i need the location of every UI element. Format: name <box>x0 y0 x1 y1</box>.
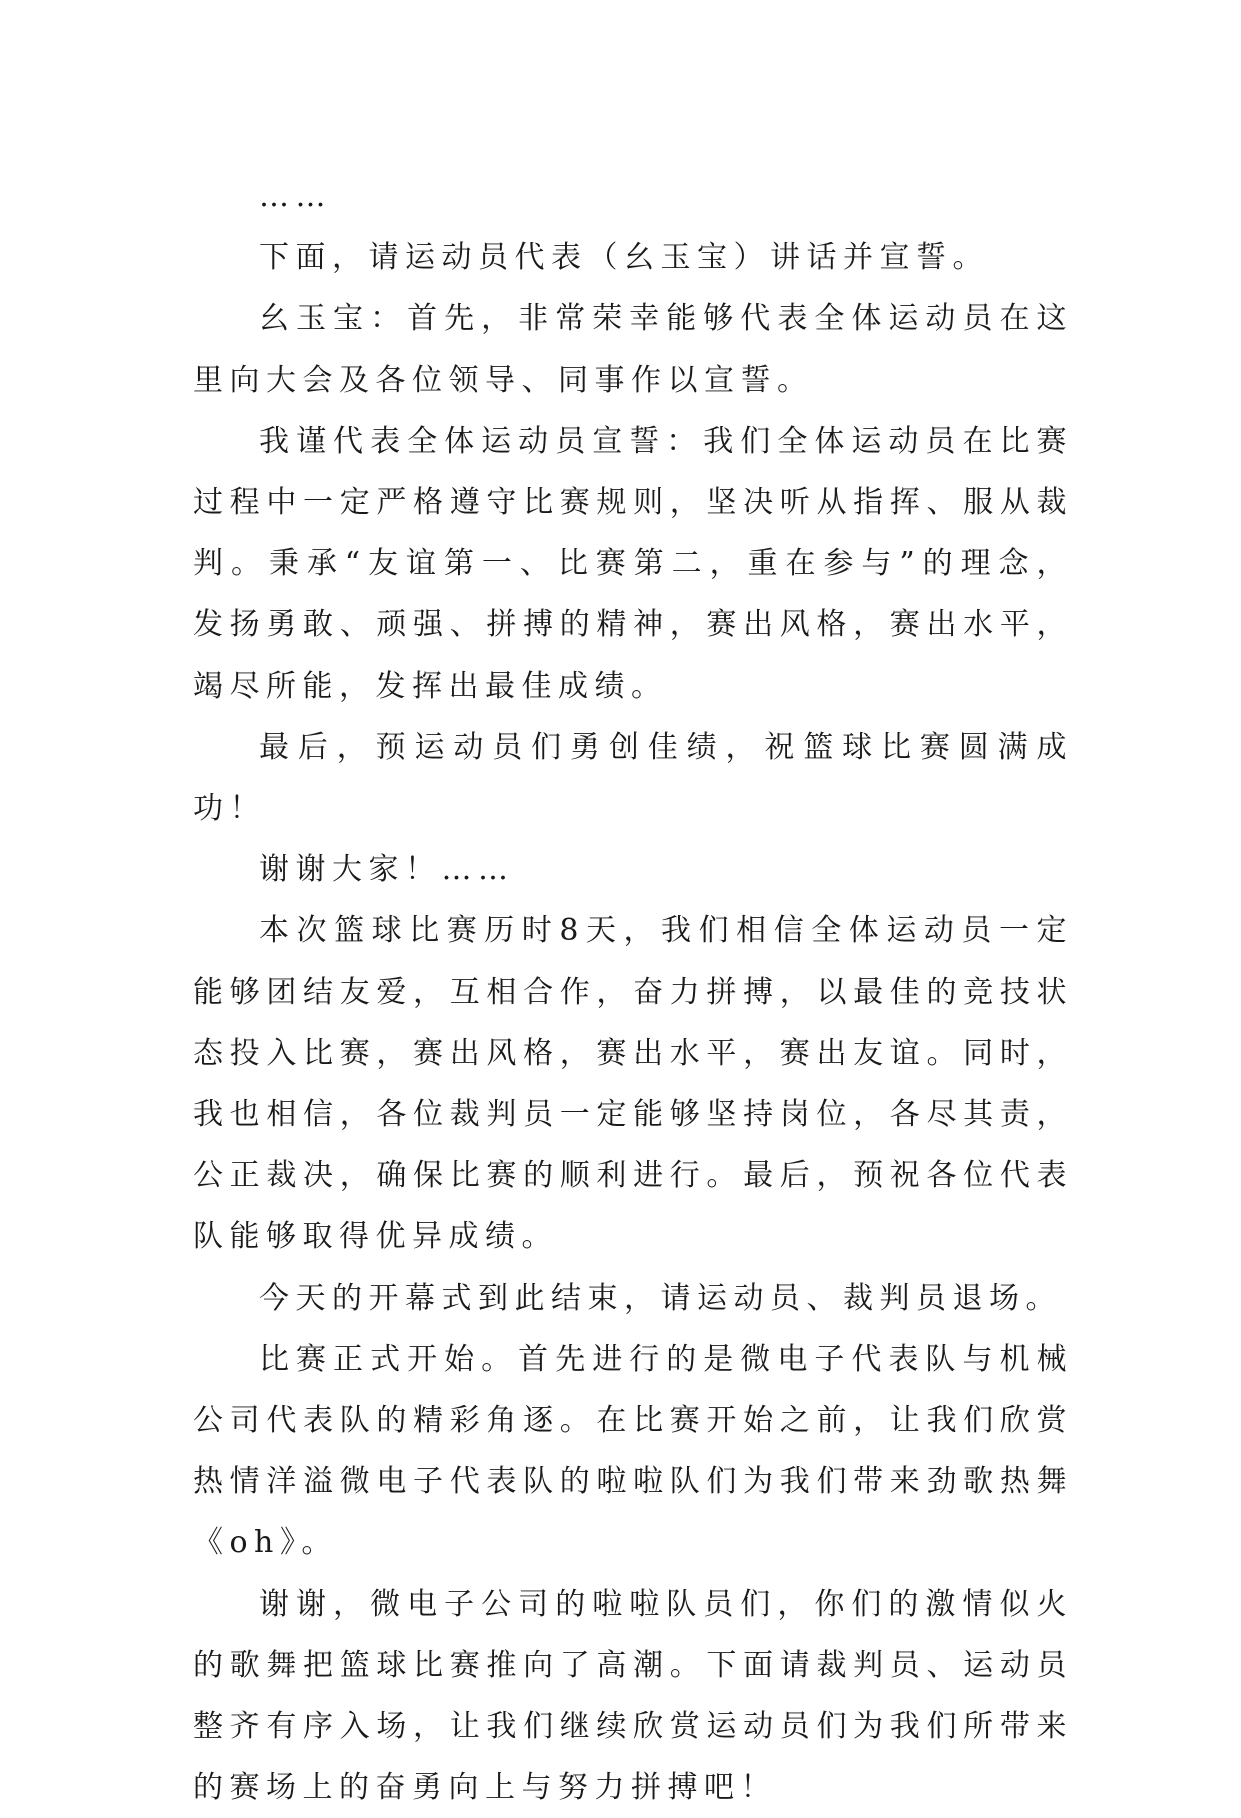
paragraph-athlete-speech-opening: 幺玉宝：首先，非常荣幸能够代表全体运动员在这里向大会及各位领导、同事作以宣誓。 <box>193 301 1073 398</box>
paragraph-oath: 我谨代表全体运动员宣誓：我们全体运动员在比赛过程中一定严格遵守比赛规则，坚决听从指挥、服从裁判。秉承“友谊第一、比赛第二，重在参与”的理念，发扬勇敢、顽强、拼搏的精神，赛出风格，赛出水平，竭尽所能，发挥出最佳成绩。 <box>193 423 1073 704</box>
paragraph-competition-summary: 本次篮球比赛历时8天，我们相信全体运动员一定能够团结友爱，互相合作，奋力拼搏，以最佳的竞技状态投入比赛，赛出风格，赛出水平，赛出友谊。同时，我也相信，各位裁判员一定能够坚持岗位，各尽其责，公正裁决，确保比赛的顺利进行。最后，预祝各位代表队能够取得优异成绩。 <box>193 913 1073 1255</box>
paragraph-match-start: 比赛正式开始。首先进行的是微电子代表队与机械公司代表队的精彩角逐。在比赛开始之前，让我们欣赏热情洋溢微电子代表队的啦啦队们为我们带来劲歌热舞《oh》。 <box>193 1341 1073 1561</box>
paragraph-wishes: 最后，预运动员们勇创佳绩，祝篮球比赛圆满成功！ <box>193 729 1073 827</box>
ellipsis-line: …… <box>259 179 332 214</box>
paragraph-athlete-rep-intro: 下面，请运动员代表（幺玉宝）讲话并宣誓。 <box>259 240 989 276</box>
paragraph-cheerleaders-thanks: 谢谢，微电子公司的啦啦队员们，你们的激情似火的歌舞把篮球比赛推向了高潮。下面请裁判员、运动员整齐有序入场，让我们继续欣赏运动员们为我们所带来的赛场上的奋勇向上与努力拼搏吧！ <box>193 1586 1073 1806</box>
document-body <box>193 166 1073 1818</box>
paragraph-thanks: 谢谢大家！…… <box>259 852 515 888</box>
paragraph-ceremony-end: 今天的开幕式到此结束，请运动员、裁判员退场。 <box>259 1280 1062 1316</box>
